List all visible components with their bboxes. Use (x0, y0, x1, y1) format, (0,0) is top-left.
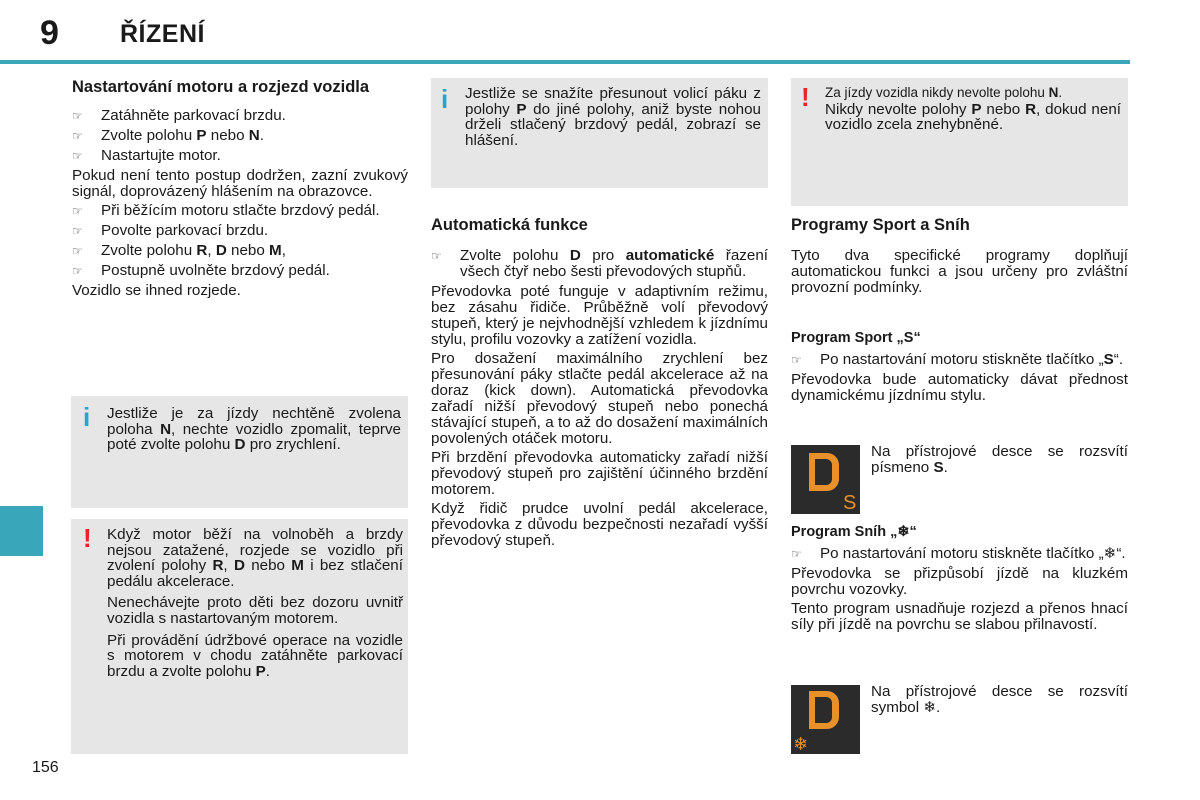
sport-title: Program Sport „S“ (791, 330, 921, 346)
paragraph: Vozidlo se ihned rozjede. (72, 282, 241, 299)
snow-section (791, 524, 1128, 636)
list-item: ☞ Zatáhněte parkovací brzdu. (72, 107, 286, 124)
list-item: ☞ Nastartujte motor. (72, 147, 221, 164)
snow-display-text: Na přístrojové desce se rozsvítí symbol ❄. (871, 683, 1128, 716)
pointing-hand-icon: ☞ (791, 547, 802, 561)
warning-text: Za jízdy vozidla nikdy nevolte polohu N. (825, 85, 1063, 100)
paragraph: Převodovka bude automaticky dávat přednost dynamickému jízdnímu stylu. (791, 371, 1128, 404)
warning-text: Nikdy nevolte polohy P nebo R, dokud není vozidlo zcela znehybněné. (825, 100, 1121, 134)
warning-box-children (71, 519, 408, 754)
pointing-hand-icon: ☞ (72, 204, 83, 218)
warning-icon: ! (83, 523, 92, 553)
pointing-hand-icon: ☞ (72, 224, 83, 238)
info-icon: i (441, 84, 449, 114)
paragraph: Tento program usnadňuje rozjezd a přenos hnací síly při jízdě na povrchu se slabou přilnavostí. (791, 600, 1128, 633)
warning-text: Když motor běží na volnoběh a brzdy nejsou zatažené, rozjede se vozidlo při zvolení polohy R, D nebo M i bez stlačení pedálu akcelerace. (107, 526, 403, 590)
column-1 (72, 78, 408, 302)
paragraph: Převodovka se přizpůsobí jízdě na kluzkém povrchu vozovky. (791, 565, 1128, 598)
section-title-start: Nastartování motoru a rozjezd vozidla (72, 78, 370, 96)
section-title-automatic: Automatická funkce (431, 216, 588, 234)
chapter-title: ŘÍZENÍ (120, 20, 205, 48)
chapter-number: 9 (40, 14, 59, 52)
column-2 (431, 216, 768, 552)
paragraph: Když řidič prudce uvolní pedál akcelerace, převodovka z důvodu bezpečnosti nezařadí vyšší převodový stupeň. (431, 500, 768, 549)
paragraph: Převodovka poté funguje v adaptivním režimu, bez zásahu řidiče. Průběžně volí převodový stupeň, který je nejvhodnější vzhledem k jízdnímu stylu, profilu vozovky a zatížení vozidla. (431, 283, 768, 348)
pointing-hand-icon: ☞ (72, 109, 83, 123)
warning-icon: ! (801, 82, 810, 112)
paragraph: Pro dosažení maximálního zrychlení bez přesunování páky stlačte pedál akcelerace až na doraz (kick down). Automatická převodovka zařadí nižší převodový stupeň nebo ponechá stávající stupeň, a to až do dosažení maximálních povolených otáček motoru. (431, 350, 768, 447)
sport-section (791, 330, 1128, 407)
list-item: ☞ Po nastartování motoru stiskněte tlačítko „S“. (791, 351, 1124, 368)
list-item: ☞ Zvolte polohu R, D nebo M, (72, 242, 286, 259)
warning-text: Nenechávejte proto děti bez dozoru uvnitř vozidla s nastartovaným motorem. (107, 594, 403, 627)
info-icon: i (83, 402, 91, 432)
warning-box-neutral (791, 78, 1128, 206)
list-item: ☞ Po nastartování motoru stiskněte tlačítko „❄“. (791, 545, 1126, 562)
list-item: ☞ Při běžícím motoru stlačte brzdový pedál. (72, 202, 380, 219)
snow-title: Program Sníh „❄“ (791, 524, 917, 540)
warning-text: Při provádění údržbové operace na vozidle s motorem v chodu zatáhněte parkovací brzdu a zvolte polohu P. (107, 631, 403, 680)
dashboard-display-sport (791, 445, 860, 514)
page-number: 156 (32, 759, 59, 776)
pointing-hand-icon: ☞ (431, 249, 442, 263)
paragraph: Při brzdění převodovka automaticky zařadí nižší převodový stupeň pro zajištění účinného brzdění motorem. (431, 449, 768, 498)
column-3 (791, 216, 1128, 299)
info-box-lever (431, 78, 768, 188)
list-item: ☞ Zvolte polohu P nebo N. (72, 127, 264, 144)
dash-snowflake-icon: ❄ (793, 734, 809, 754)
pointing-hand-icon: ☞ (72, 129, 83, 143)
paragraph: Pokud není tento postup dodržen, zazní zvukový signál, doprovázený hlášením na obrazovce. (72, 167, 408, 200)
paragraph: Tyto dva specifické programy doplňují automatickou funkci a jsou určeny pro zvláštní provozní podmínky. (791, 247, 1128, 296)
info-box-neutral (71, 396, 408, 508)
section-title-programs: Programy Sport a Sníh (791, 216, 970, 234)
chapter-side-tab (0, 506, 43, 556)
pointing-hand-icon: ☞ (72, 264, 83, 278)
list-item: ☞ Povolte parkovací brzdu. (72, 222, 269, 239)
list-item: ☞ Postupně uvolněte brzdový pedál. (72, 262, 330, 279)
pointing-hand-icon: ☞ (791, 353, 802, 367)
header-rule (0, 60, 1130, 64)
sport-display-text: Na přístrojové desce se rozsvítí písmeno S. (871, 443, 1128, 476)
pointing-hand-icon: ☞ (72, 244, 83, 258)
info-text: Jestliže se snažíte přesunout volicí páku z polohy P do jiné polohy, aniž byste nohou drželi stlačený brzdový pedál, zobrazí se hlášení. (465, 85, 761, 149)
dash-letter-s: S (843, 492, 857, 514)
info-text: Jestliže je za jízdy nechtěně zvolena poloha N, nechte vozidlo zpomalit, teprve poté zvolte polohu D pro zrychlení. (107, 405, 401, 454)
dashboard-display-snow (791, 685, 860, 754)
list-item: ☞ Zvolte polohu D pro automatické řazení všech čtyř nebo šesti převodových stupňů. (431, 247, 769, 280)
pointing-hand-icon: ☞ (72, 149, 83, 163)
